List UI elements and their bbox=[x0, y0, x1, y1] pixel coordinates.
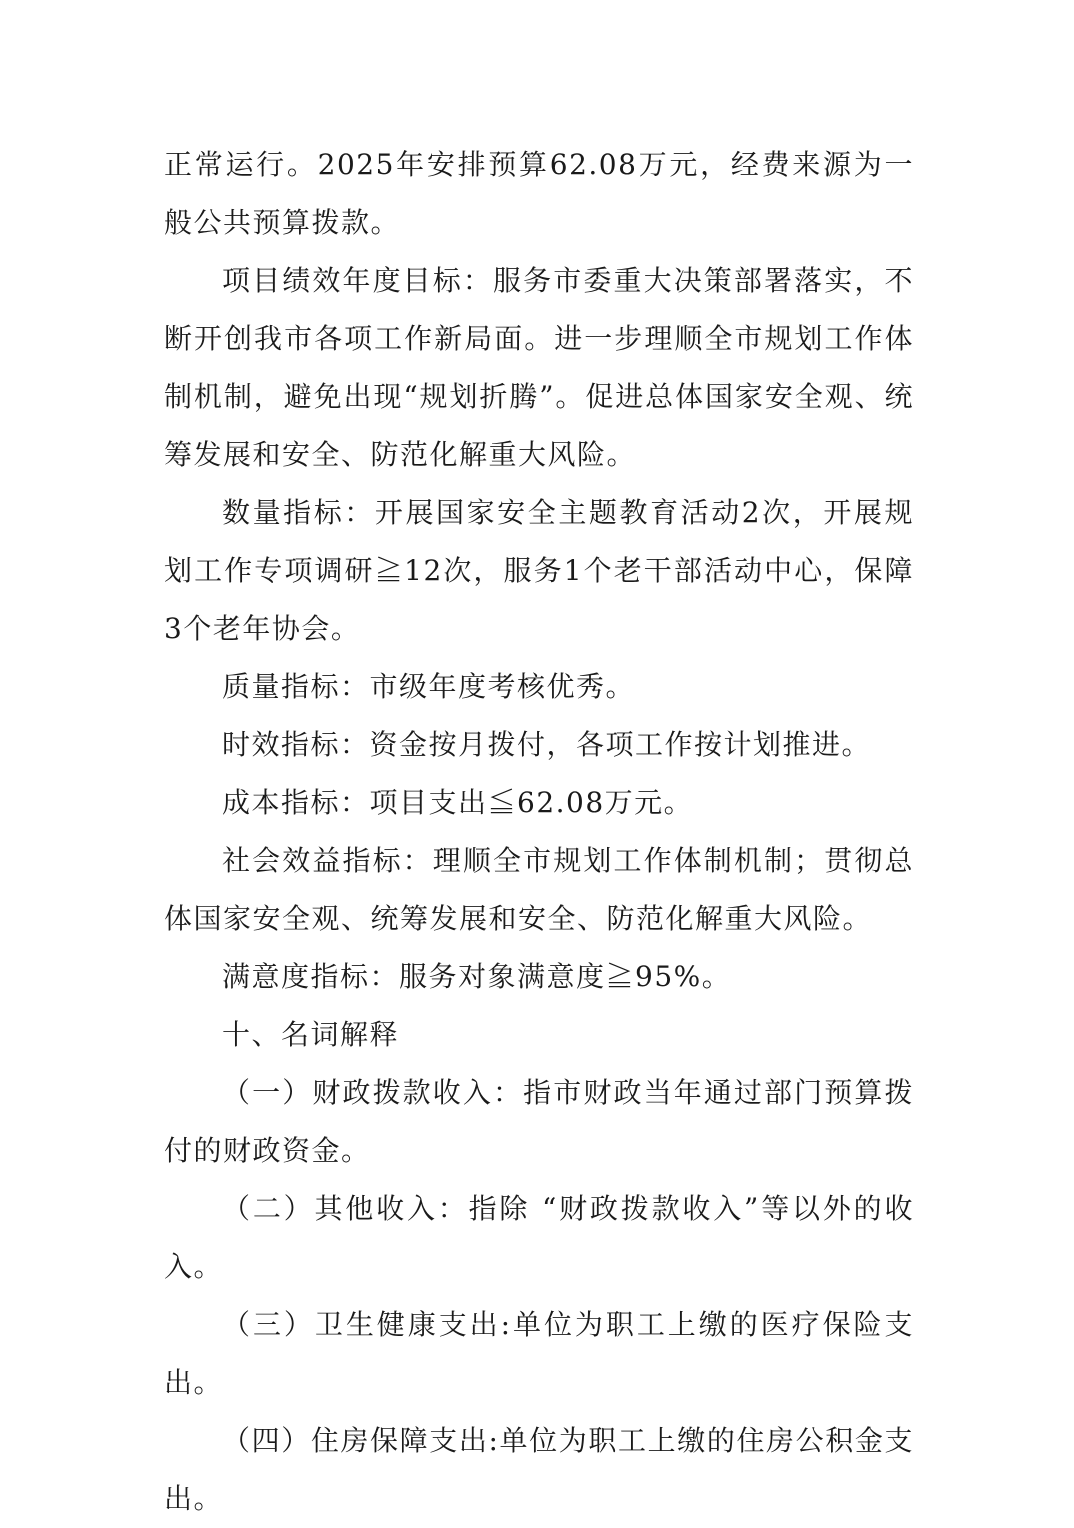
social-benefit-indicator-paragraph: 社会效益指标：理顺全市规划工作体制机制；贯彻总体国家安全观、统筹发展和安全、防范化解重大风险。 bbox=[164, 844, 914, 935]
quality-indicator-paragraph: 质量指标：市级年度考核优秀。 bbox=[222, 670, 636, 703]
satisfaction-indicator-paragraph: 满意度指标：服务对象满意度≧95%。 bbox=[222, 960, 732, 993]
definition-other-income: （二）其他收入：指除 “财政拨款收入”等以外的收入。 bbox=[164, 1192, 914, 1283]
timeliness-indicator-paragraph: 时效指标：资金按月拨付，各项工作按计划推进。 bbox=[222, 728, 872, 761]
definition-housing-expenditure: （四）住房保障支出:单位为职工上缴的住房公积金支出。 bbox=[164, 1424, 914, 1515]
document-body bbox=[164, 136, 914, 1528]
cost-indicator-paragraph: 成本指标：项目支出≦62.08万元。 bbox=[222, 786, 694, 819]
quantity-indicator-paragraph: 数量指标：开展国家安全主题教育活动2次，开展规划工作专项调研≧12次，服务1个老干部活动中心，保障3个老年协会。 bbox=[164, 496, 914, 645]
definition-health-expenditure: （三）卫生健康支出:单位为职工上缴的医疗保险支出。 bbox=[164, 1308, 914, 1399]
performance-goal-paragraph: 项目绩效年度目标：服务市委重大决策部署落实，不断开创我市各项工作新局面。进一步理顺全市规划工作体制机制，避免出现“规划折腾”。促进总体国家安全观、统筹发展和安全、防范化解重大风险。 bbox=[164, 264, 914, 471]
section-heading-glossary: 十、名词解释 bbox=[222, 1018, 400, 1051]
definition-fiscal-appropriation: （一）财政拨款收入：指市财政当年通过部门预算拨付的财政资金。 bbox=[164, 1076, 914, 1167]
budget-paragraph: 正常运行。2025年安排预算62.08万元，经费来源为一般公共预算拨款。 bbox=[164, 148, 914, 239]
